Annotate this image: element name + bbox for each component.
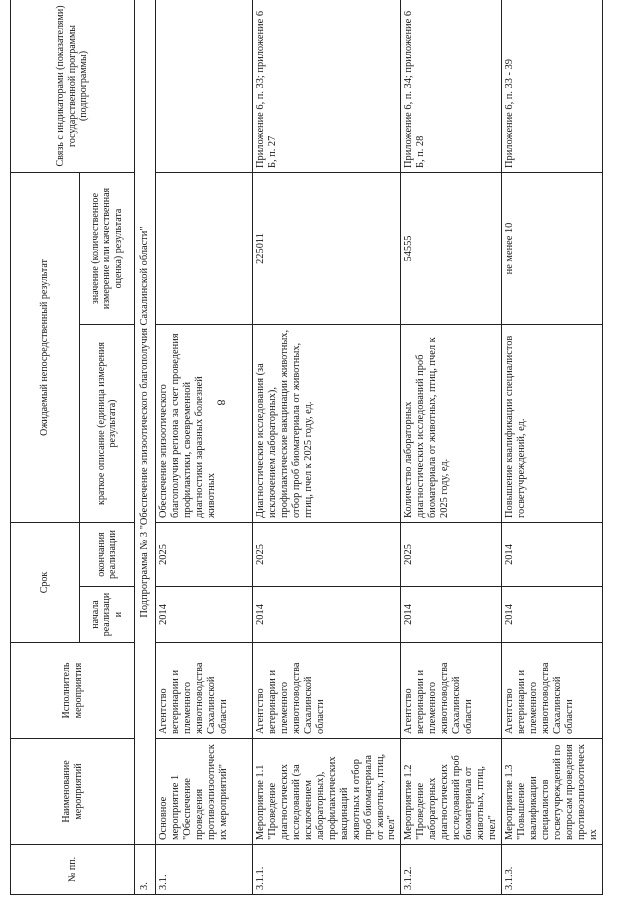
- row-link: Приложение 6, п. 33 - 39: [502, 0, 603, 172]
- header-term-start: начала реализации: [80, 587, 135, 643]
- header-result-desc: краткое описание (единица измерения результата): [80, 325, 135, 523]
- header-link: Связь с индикаторами (показателями) государственной программы (подпрограммы): [11, 0, 135, 172]
- row-num: 3.1.3.: [502, 845, 603, 895]
- row-executor: Агентство ветеринарии и племенного животноводства Сахалинской области: [156, 643, 253, 739]
- row-name: Мероприятие 1.3 "Повышение квалификации специалистов госветучреждений по вопросам проведения противоэпизоотических: [502, 739, 603, 845]
- row-link: Приложение 6, п. 34; приложение 6 Б, п. 28: [401, 0, 502, 172]
- row-name: Основное мероприятие 1 "Обеспечение проведения противоэпизоотических мероприятий": [156, 739, 253, 845]
- row-value: 225011: [253, 172, 401, 324]
- row-desc: Диагностические исследования (за исключением лабораторных), профилактические вакцинации животных, отбор проб биоматериала от животных, птиц, пчел к 2025 году, ед.: [253, 325, 401, 523]
- activities-table: [10, 0, 603, 895]
- row-desc: Обеспечение эпизоотического благополучия региона за счет проведения профилактики, своевременной диагностики заразных болезней животных: [156, 325, 253, 523]
- header-num: № пп.: [11, 845, 135, 895]
- row-executor: Агентство ветеринарии и племенного животноводства Сахалинской области: [253, 643, 401, 739]
- header-name: Наименование мероприятий: [11, 739, 135, 845]
- row-value: 54555: [401, 172, 502, 324]
- row-start: 2014: [502, 587, 603, 643]
- row-end: 2014: [502, 523, 603, 587]
- table-row: [502, 0, 603, 895]
- subprogram-num: 3.: [135, 845, 156, 895]
- row-start: 2014: [401, 587, 502, 643]
- header-executor: Исполнитель мероприятия: [11, 643, 135, 739]
- row-start: 2014: [253, 587, 401, 643]
- row-num: 3.1.: [156, 845, 253, 895]
- page-number: 8: [214, 399, 229, 406]
- header-result: Ожидаемый непосредственный результат: [11, 172, 80, 522]
- header-row-1: [11, 0, 80, 895]
- row-desc: Количество лабораторных диагностических исследований проб биоматериала от животных, птиц, пчел к 2025 году, ед.: [401, 325, 502, 523]
- header-result-value: значение (количественное измерение или качественная оценка) результата: [80, 172, 135, 324]
- subprogram-title: Подпрограмма № 3 "Обеспечение эпизоотического благополучия Сахалинской области": [135, 0, 156, 845]
- row-end: 2025: [156, 523, 253, 587]
- row-end: 2025: [253, 523, 401, 587]
- row-executor: Агентство ветеринарии и племенного животноводства Сахалинской области: [401, 643, 502, 739]
- row-value: [156, 172, 253, 324]
- subprogram-row: [135, 0, 156, 895]
- row-name: Мероприятие 1.1 "Проведение диагностических исследований (за исключением лабораторных), профилактических вакцинаций животных и отбор проб биоматериала от животных, птиц, пчел": [253, 739, 401, 845]
- header-term: Срок: [11, 523, 80, 643]
- row-link: [156, 0, 253, 172]
- table-row: [253, 0, 401, 895]
- table-row: [401, 0, 502, 895]
- row-name: Мероприятие 1.2 "Проведение лабораторных диагностических исследований проб биоматериала от животных, птиц, пчел": [401, 739, 502, 845]
- rotated-page: [10, 0, 615, 895]
- row-link: Приложение 6, п. 33; приложение 6 Б, п. 27: [253, 0, 401, 172]
- row-end: 2025: [401, 523, 502, 587]
- row-desc: Повышение квалификации специалистов госветучреждений, ед.: [502, 325, 603, 523]
- row-value: не менее 10: [502, 172, 603, 324]
- row-num: 3.1.2.: [401, 845, 502, 895]
- table-row: [156, 0, 253, 895]
- header-term-end: окончания реализации: [80, 523, 135, 587]
- row-start: 2014: [156, 587, 253, 643]
- row-num: 3.1.1.: [253, 845, 401, 895]
- row-executor: Агентство ветеринарии и племенного животноводства Сахалинской области: [502, 643, 603, 739]
